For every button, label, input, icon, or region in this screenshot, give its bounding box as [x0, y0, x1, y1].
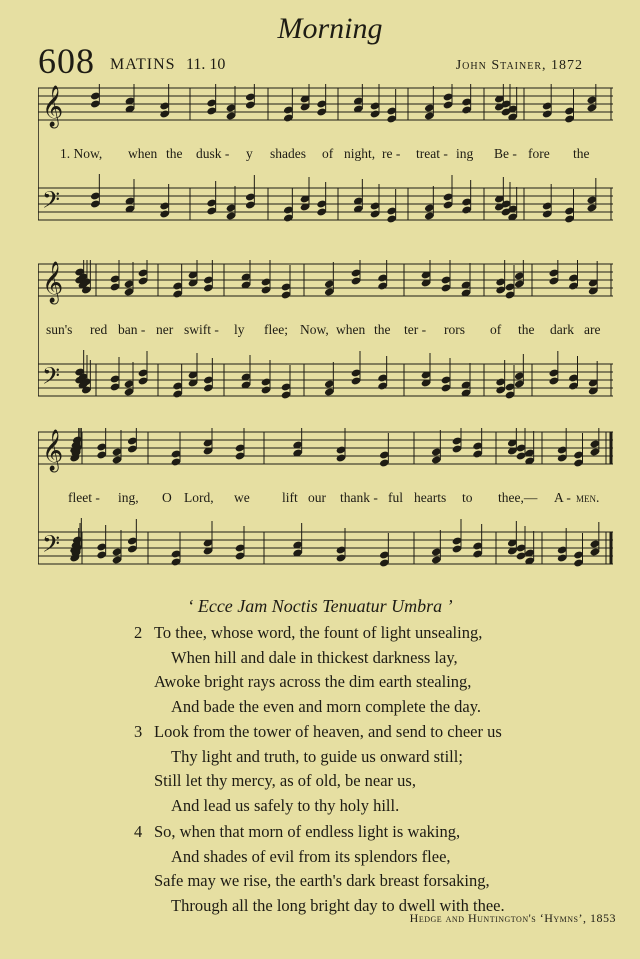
verse-number: 3: [134, 722, 143, 741]
page-title: Morning: [277, 12, 383, 45]
lyric-syllable: re -: [382, 146, 401, 161]
lyric-syllable: the: [374, 322, 391, 337]
verse-number: 2: [134, 623, 143, 642]
bass-staff: [38, 518, 613, 568]
bass-staff: [38, 174, 613, 224]
lyric-syllable: ban -: [118, 322, 146, 337]
tune-name: MATINS: [110, 56, 176, 73]
bass-staff: [38, 350, 613, 400]
lyric-syllable: ing,: [118, 490, 139, 505]
verse-line: And lead us safely to thy holy hill.: [171, 795, 400, 815]
lyric-syllable: our: [308, 490, 326, 505]
lyric-syllable: men.: [576, 490, 600, 505]
verse-line: Thy light and truth, to guide us onward still;: [171, 746, 463, 766]
lyric-syllable: the: [573, 146, 590, 161]
lyric-syllable: ly: [234, 322, 245, 337]
lyric-syllable: 1. Now,: [60, 146, 103, 161]
composer: John Stainer, 1872: [455, 58, 583, 73]
treble-staff: [38, 260, 613, 304]
lyric-syllable: fleet -: [68, 490, 100, 505]
lyric-syllable: lift: [282, 490, 298, 505]
lyric-syllable: hearts: [414, 490, 447, 505]
lyric-syllable: swift -: [184, 322, 219, 337]
lyric-syllable: ter -: [404, 322, 427, 337]
treble-clef-icon: 𝄞: [42, 262, 64, 303]
verse-line: So, when that morn of endless light is waking,: [154, 822, 461, 841]
music-system-1: [38, 84, 613, 244]
verse-line: When hill and dale in thickest darkness lay,: [171, 647, 458, 667]
verse-4: [134, 820, 505, 918]
lyric-syllable: when: [336, 322, 366, 337]
lyric-syllable: we: [234, 490, 250, 505]
lyric-syllable: dark: [550, 322, 574, 337]
lyric-syllable: Lord,: [184, 490, 214, 505]
bass-clef-icon: 𝄢: [42, 186, 61, 219]
lyric-syllable: sun's: [46, 322, 73, 337]
lyric-syllable: thank -: [340, 490, 378, 505]
lyric-syllable: are: [584, 322, 601, 337]
verse-number: 4: [134, 822, 143, 841]
verse-line: Through all the long bright day to dwell with thee.: [171, 895, 505, 915]
lyric-syllable: of: [490, 322, 502, 337]
verse-line: To thee, whose word, the fount of light unsealing,: [154, 623, 483, 642]
lyric-syllable: the: [518, 322, 535, 337]
lyric-syllable: the: [166, 146, 183, 161]
verse-title: ‘ Ecce Jam Noctis Tenuatur Umbra ’: [187, 596, 453, 616]
bass-clef-icon: 𝄢: [42, 530, 61, 563]
lyric-syllable: dusk -: [196, 146, 230, 161]
treble-staff: [38, 428, 613, 472]
lyric-syllable: flee;: [264, 322, 288, 337]
lyric-syllable: Now,: [300, 322, 329, 337]
treble-clef-icon: 𝄞: [42, 86, 64, 127]
treble-clef-icon: 𝄞: [42, 430, 64, 471]
lyric-syllable: Be -: [494, 146, 517, 161]
verse-line: And bade the even and morn complete the day.: [171, 696, 482, 716]
lyric-syllable: ner: [156, 322, 174, 337]
music-system-2: [38, 260, 613, 420]
verse-line: And shades of evil from its splendors flee,: [171, 846, 451, 866]
lyric-syllable: y: [246, 146, 253, 161]
verse-3: [134, 720, 502, 818]
treble-staff: [38, 84, 613, 128]
hymn-number: 608: [38, 41, 95, 81]
music-system-3: [38, 428, 613, 588]
lyric-syllable: A -: [554, 490, 571, 505]
source-attribution: Hedge and Huntington's ‘Hymns’, 1853: [409, 911, 616, 925]
bass-clef-icon: 𝄢: [42, 362, 61, 395]
lyric-syllable: shades: [270, 146, 306, 161]
lyric-syllable: treat -: [416, 146, 448, 161]
lyric-syllable: red: [90, 322, 108, 337]
verse-line: Awoke bright rays across the dim earth stealing,: [154, 672, 472, 691]
lyric-syllable: of: [322, 146, 334, 161]
lyric-syllable: ing: [456, 146, 474, 161]
lyric-syllable: rors: [444, 322, 465, 337]
verse-2: [134, 621, 483, 719]
lyric-syllable: thee,—: [498, 490, 538, 505]
lyric-syllable: night,: [344, 146, 376, 161]
lyric-syllable: O: [162, 490, 172, 505]
lyric-syllable: to: [462, 490, 473, 505]
meter: 11. 10: [186, 56, 226, 73]
verse-line: Still let thy mercy, as of old, be near us,: [154, 771, 416, 790]
lyric-syllable: fore: [528, 146, 550, 161]
lyric-syllable: ful: [388, 490, 403, 505]
verse-line: Safe may we rise, the earth's dark breast forsaking,: [154, 871, 490, 890]
lyric-syllable: when: [128, 146, 158, 161]
verse-line: Look from the tower of heaven, and send to cheer us: [154, 722, 502, 741]
